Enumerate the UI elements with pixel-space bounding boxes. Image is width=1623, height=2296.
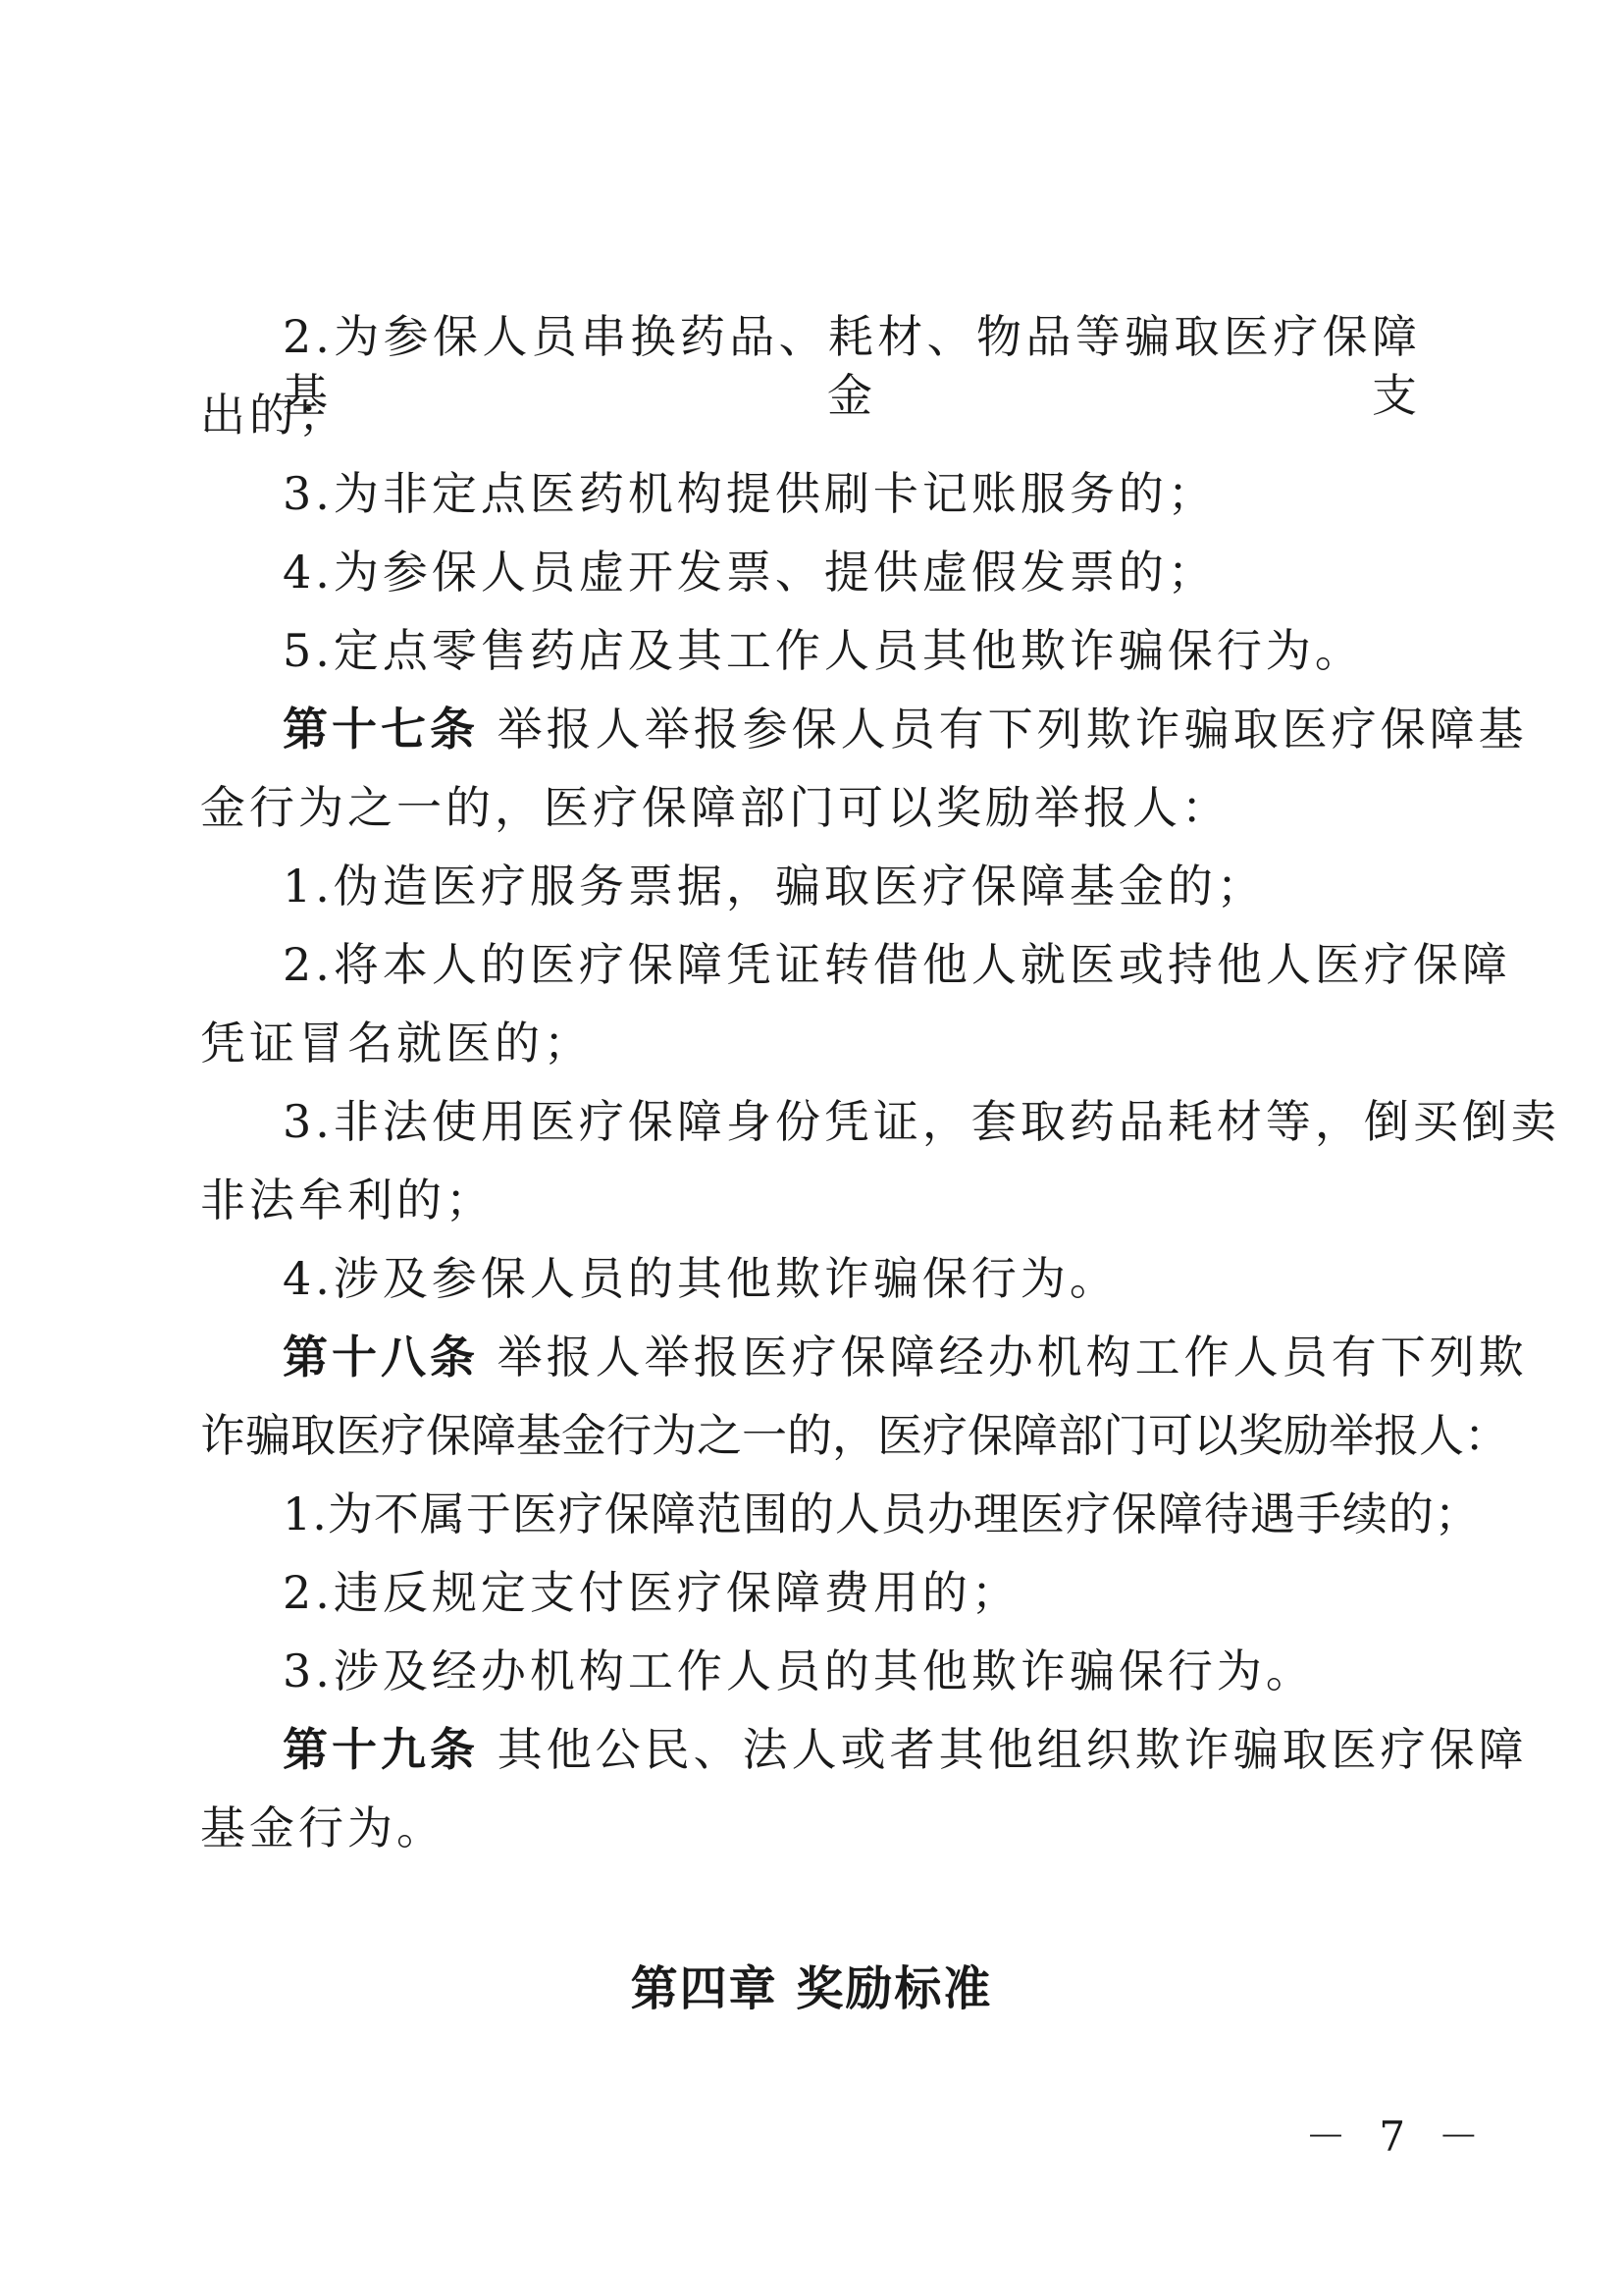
article-label: 第十八条 (283, 1331, 479, 1383)
line-text: 举报人举报参保人员有下列欺诈骗取医疗保障基 (497, 703, 1528, 756)
line-text: 2.违反规定支付医疗保障费用的； (283, 1566, 1021, 1619)
line-text: 1.为不属于医疗保障范围的人员办理医疗保障待遇手续的； (283, 1487, 1481, 1540)
paragraph-line (283, 543, 1217, 601)
line-text: 4.为参保人员虚开发票、提供虚假发票的； (283, 546, 1217, 599)
line-text: 基金行为。 (200, 1801, 445, 1854)
line-text: 3.涉及经办机构工作人员的其他欺诈骗保行为。 (283, 1644, 1315, 1697)
article-17-first-line (283, 700, 1528, 758)
line-text: 非法牟利的； (200, 1174, 495, 1226)
paragraph-line (283, 464, 1217, 523)
line-text: 3.非法使用医疗保障身份凭证，套取药品耗材等，倒买倒卖 (283, 1095, 1560, 1148)
line-text: 2.将本人的医疗保障凭证转借他人就医或持他人医疗保障 (283, 938, 1511, 991)
paragraph-line (283, 1563, 1021, 1622)
line-text: 4.涉及参保人员的其他欺诈骗保行为。 (283, 1252, 1119, 1305)
article-label: 第十九条 (283, 1723, 479, 1776)
line-text: 1.伪造医疗服务票据，骗取医疗保障基金的； (283, 860, 1266, 913)
paragraph-line (283, 857, 1266, 915)
paragraph-line (283, 1092, 1560, 1151)
article-19-first-line (283, 1720, 1528, 1779)
line-text: 出的； (200, 389, 347, 442)
paragraph-line (283, 1249, 1119, 1308)
paragraph-line (200, 1014, 593, 1072)
line-text: 2.为参保人员串换药品、耗材、物品等骗取医疗保障基金支 (283, 310, 1421, 422)
paragraph-line (283, 307, 1421, 425)
page-number: － 7 － (1305, 2113, 1490, 2161)
paragraph-line (283, 1642, 1315, 1700)
paragraph-line (200, 778, 1230, 837)
paragraph-line (283, 621, 1364, 680)
chapter-heading: 第四章 奖励标准 (630, 1961, 993, 2016)
article-label: 第十七条 (283, 703, 479, 756)
line-text: 凭证冒名就医的； (200, 1017, 593, 1070)
paragraph-line (200, 1406, 1509, 1465)
article-18-first-line (283, 1328, 1528, 1386)
line-text: 金行为之一的，医疗保障部门可以奖励举报人： (200, 781, 1230, 834)
paragraph-line (200, 386, 347, 444)
paragraph-line (200, 1171, 495, 1229)
line-text: 举报人举报医疗保障经办机构工作人员有下列欺 (497, 1331, 1528, 1383)
paragraph-line (200, 1799, 445, 1857)
line-text: 诈骗取医疗保障基金行为之一的，医疗保障部门可以奖励举报人： (200, 1409, 1509, 1462)
line-text: 5.定点零售药店及其工作人员其他欺诈骗保行为。 (283, 624, 1364, 677)
paragraph-line (283, 935, 1511, 994)
line-text: 其他公民、法人或者其他组织欺诈骗取医疗保障 (497, 1723, 1528, 1776)
paragraph-line (283, 1485, 1481, 1543)
line-text: 3.为非定点医药机构提供刷卡记账服务的； (283, 467, 1217, 520)
